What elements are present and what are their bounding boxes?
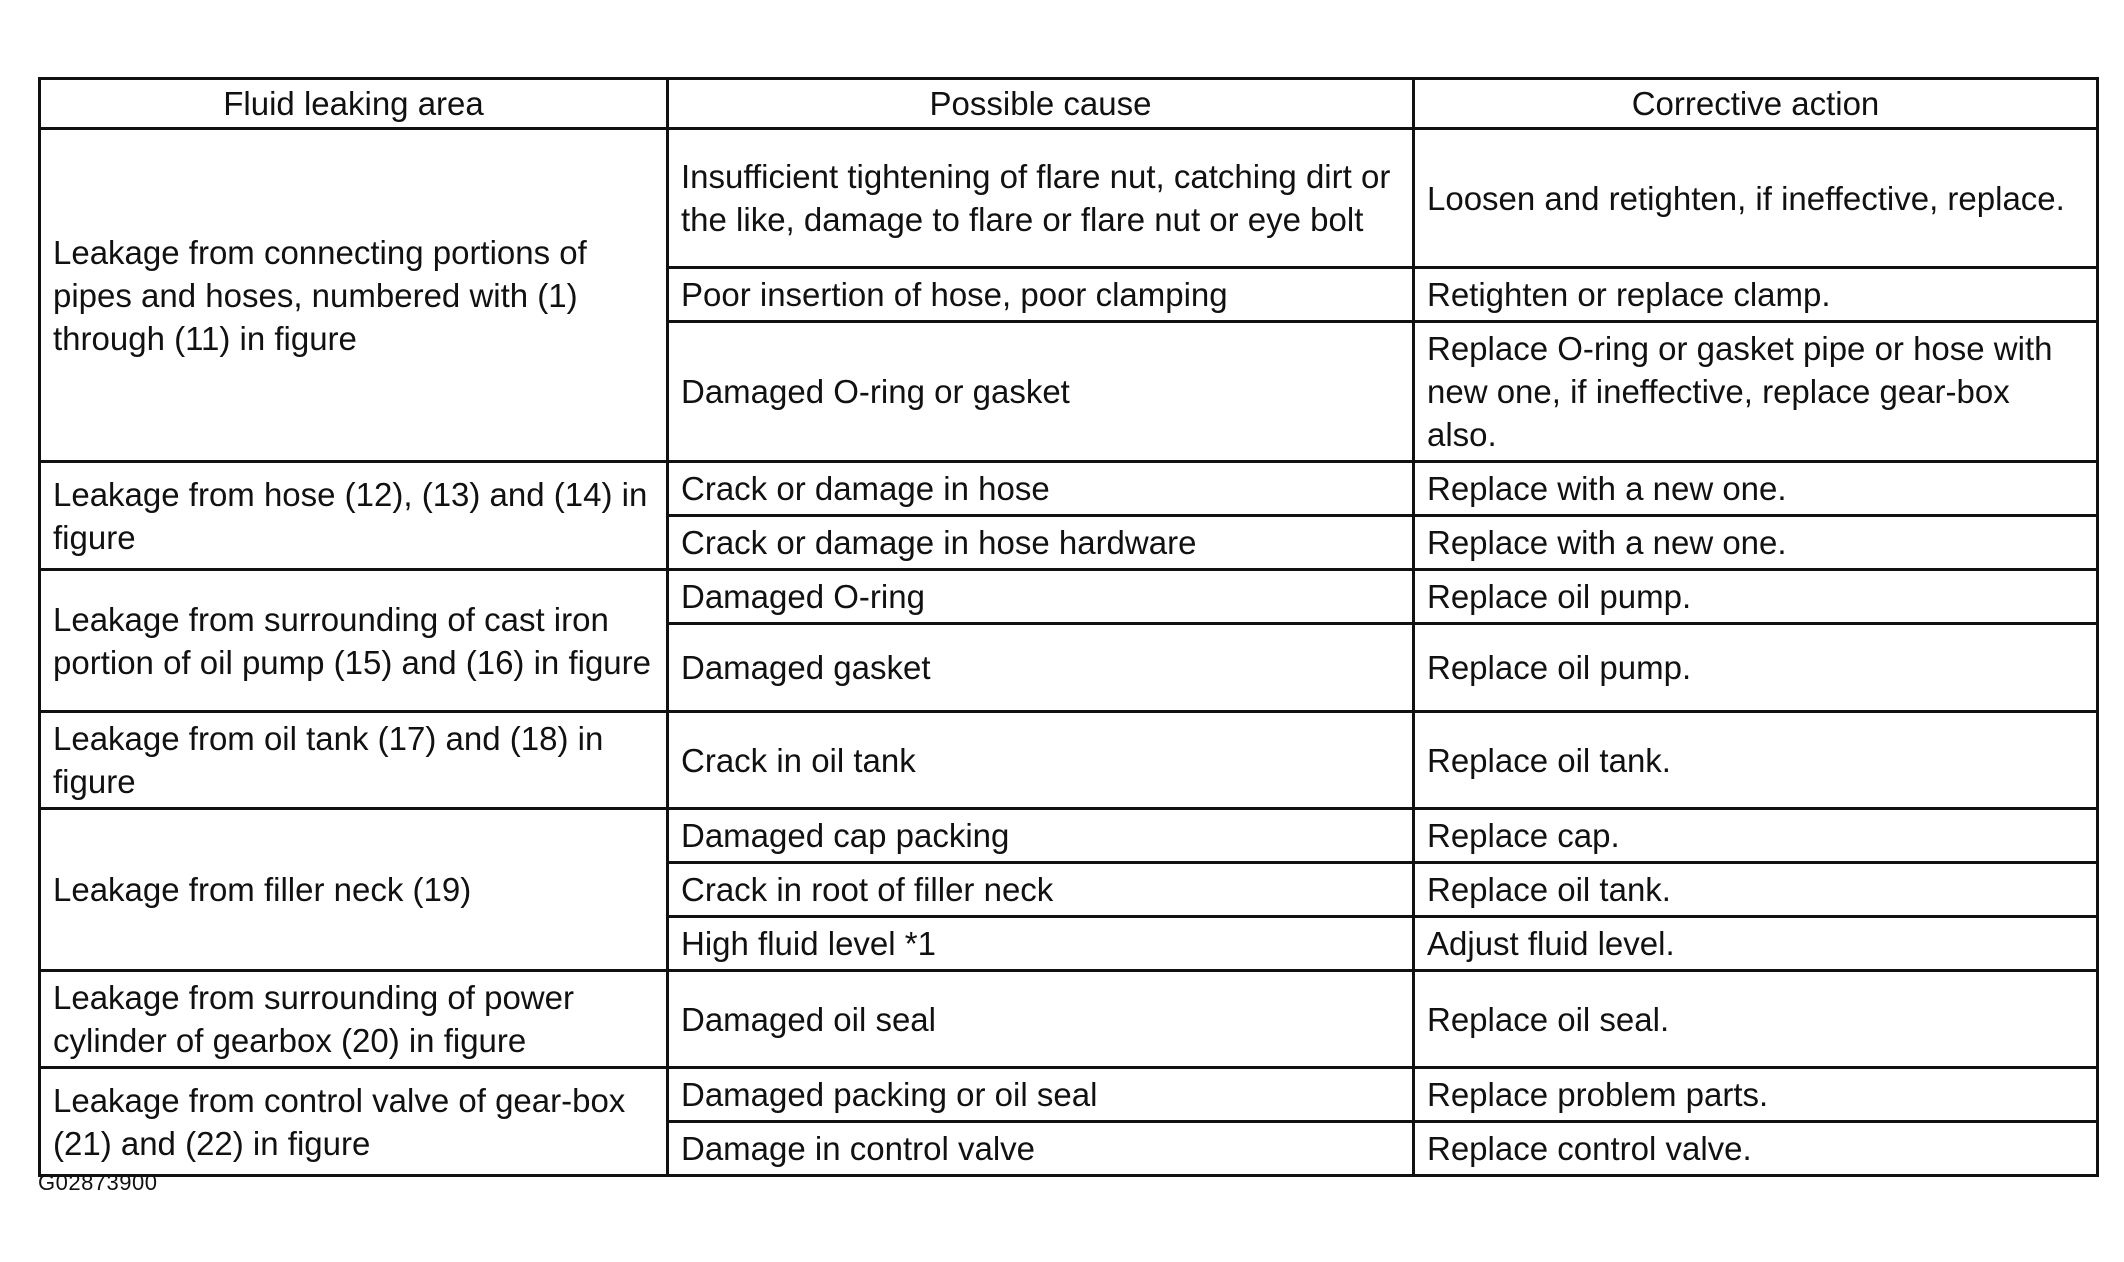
fluid-leak-troubleshooting-table — [38, 77, 2099, 1177]
area-cell: Leakage from hose (12), (13) and (14) in figure — [40, 462, 668, 570]
area-cell: Leakage from oil tank (17) and (18) in figure — [40, 712, 668, 809]
table-row — [40, 570, 2098, 624]
action-cell: Replace O-ring or gasket pipe or hose with new one, if ineffective, replace gear-box also. — [1414, 322, 2098, 462]
action-cell: Replace oil tank. — [1414, 712, 2098, 809]
cause-cell: High fluid level *1 — [668, 917, 1414, 971]
table-row — [40, 1068, 2098, 1122]
area-cell: Leakage from filler neck (19) — [40, 809, 668, 971]
cause-cell: Damaged oil seal — [668, 971, 1414, 1068]
cause-cell: Crack in oil tank — [668, 712, 1414, 809]
table-row — [40, 129, 2098, 268]
cause-cell: Damaged O-ring — [668, 570, 1414, 624]
cause-cell: Damaged packing or oil seal — [668, 1068, 1414, 1122]
cause-cell: Crack or damage in hose — [668, 462, 1414, 516]
action-cell: Replace oil tank. — [1414, 863, 2098, 917]
cause-cell: Damage in control valve — [668, 1122, 1414, 1176]
table-row — [40, 971, 2098, 1068]
header-possible-cause: Possible cause — [668, 79, 1414, 129]
area-cell: Leakage from control valve of gear-box (21) and (22) in figure — [40, 1068, 668, 1176]
action-cell: Replace cap. — [1414, 809, 2098, 863]
table-row — [40, 462, 2098, 516]
area-cell: Leakage from surrounding of cast iron portion of oil pump (15) and (16) in figure — [40, 570, 668, 712]
cause-cell: Poor insertion of hose, poor clamping — [668, 268, 1414, 322]
action-cell: Replace control valve. — [1414, 1122, 2098, 1176]
cause-cell: Damaged O-ring or gasket — [668, 322, 1414, 462]
action-cell: Adjust fluid level. — [1414, 917, 2098, 971]
figure-id: G02873900 — [38, 1170, 158, 1195]
header-fluid-leaking-area: Fluid leaking area — [40, 79, 668, 129]
area-cell: Leakage from surrounding of power cylinder of gearbox (20) in figure — [40, 971, 668, 1068]
table-row — [40, 712, 2098, 809]
cause-cell: Damaged gasket — [668, 624, 1414, 712]
action-cell: Retighten or replace clamp. — [1414, 268, 2098, 322]
action-cell: Replace with a new one. — [1414, 462, 2098, 516]
table-row — [40, 809, 2098, 863]
cause-cell: Insufficient tightening of flare nut, catching dirt or the like, damage to flare or flare nut or eye bolt — [668, 129, 1414, 268]
action-cell: Replace oil pump. — [1414, 624, 2098, 712]
cause-cell: Crack in root of filler neck — [668, 863, 1414, 917]
cause-cell: Crack or damage in hose hardware — [668, 516, 1414, 570]
cause-cell: Damaged cap packing — [668, 809, 1414, 863]
action-cell: Replace oil pump. — [1414, 570, 2098, 624]
action-cell: Replace with a new one. — [1414, 516, 2098, 570]
area-cell: Leakage from connecting portions of pipes and hoses, numbered with (1) through (11) in figure — [40, 129, 668, 462]
action-cell: Replace oil seal. — [1414, 971, 2098, 1068]
table-header-row — [40, 79, 2098, 129]
header-corrective-action: Corrective action — [1414, 79, 2098, 129]
action-cell: Loosen and retighten, if ineffective, replace. — [1414, 129, 2098, 268]
action-cell: Replace problem parts. — [1414, 1068, 2098, 1122]
